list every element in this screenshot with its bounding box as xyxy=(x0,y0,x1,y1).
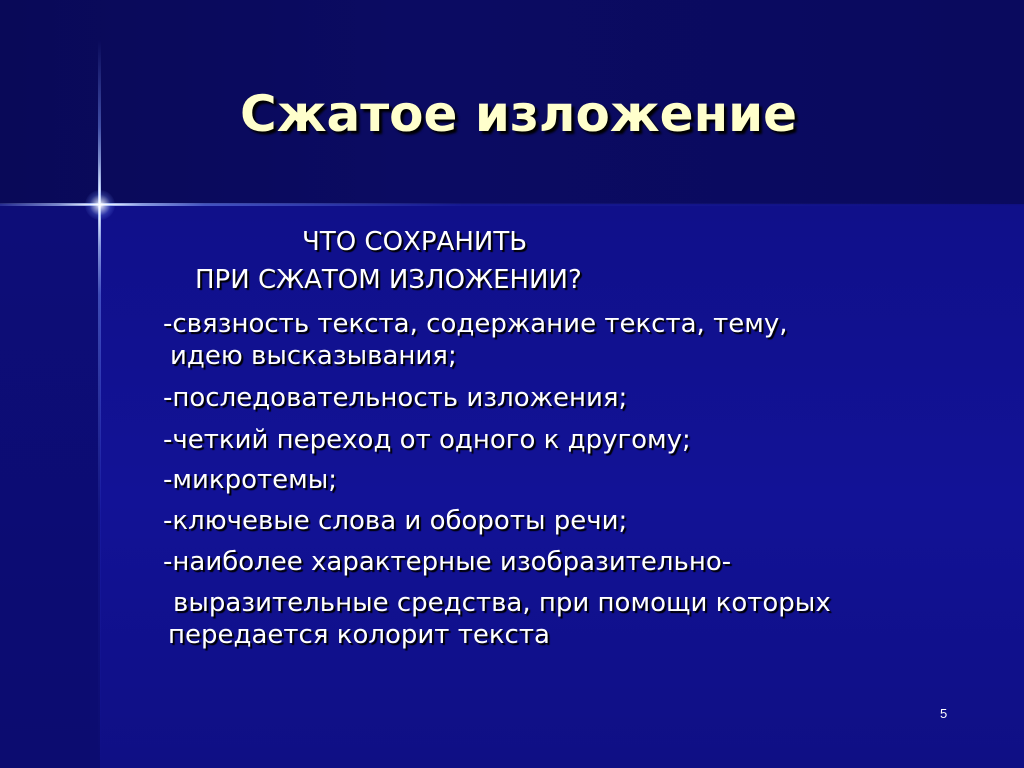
list-item: -связность текста, содержание текста, тему, xyxy=(163,309,788,339)
list-item: -микротемы; xyxy=(163,465,338,495)
sparkle-icon xyxy=(85,190,115,220)
list-item-continuation: передается колорит текста xyxy=(168,620,550,650)
question-line-2: ПРИ СЖАТОМ ИЗЛОЖЕНИИ? xyxy=(195,265,582,295)
horizontal-glow-line xyxy=(0,203,1024,206)
slide-title: Сжатое изложение xyxy=(240,85,798,143)
list-item-continuation: идею высказывания; xyxy=(170,341,457,371)
page-number: 5 xyxy=(940,706,948,721)
left-band xyxy=(0,204,100,768)
sparkle-ray-vertical xyxy=(99,162,100,246)
list-item-continuation: выразительные средства, при помощи которых xyxy=(173,588,831,618)
question-line-1: ЧТО СОХРАНИТЬ xyxy=(302,227,528,257)
list-item: -наиболее характерные изобразительно- xyxy=(163,547,732,577)
list-item: -четкий переход от одного к другому; xyxy=(163,425,691,455)
sparkle-ray-horizontal xyxy=(58,204,142,205)
list-item: -последовательность изложения; xyxy=(163,383,628,413)
list-item: -ключевые слова и обороты речи; xyxy=(163,506,628,536)
vertical-glow-line xyxy=(98,40,101,768)
